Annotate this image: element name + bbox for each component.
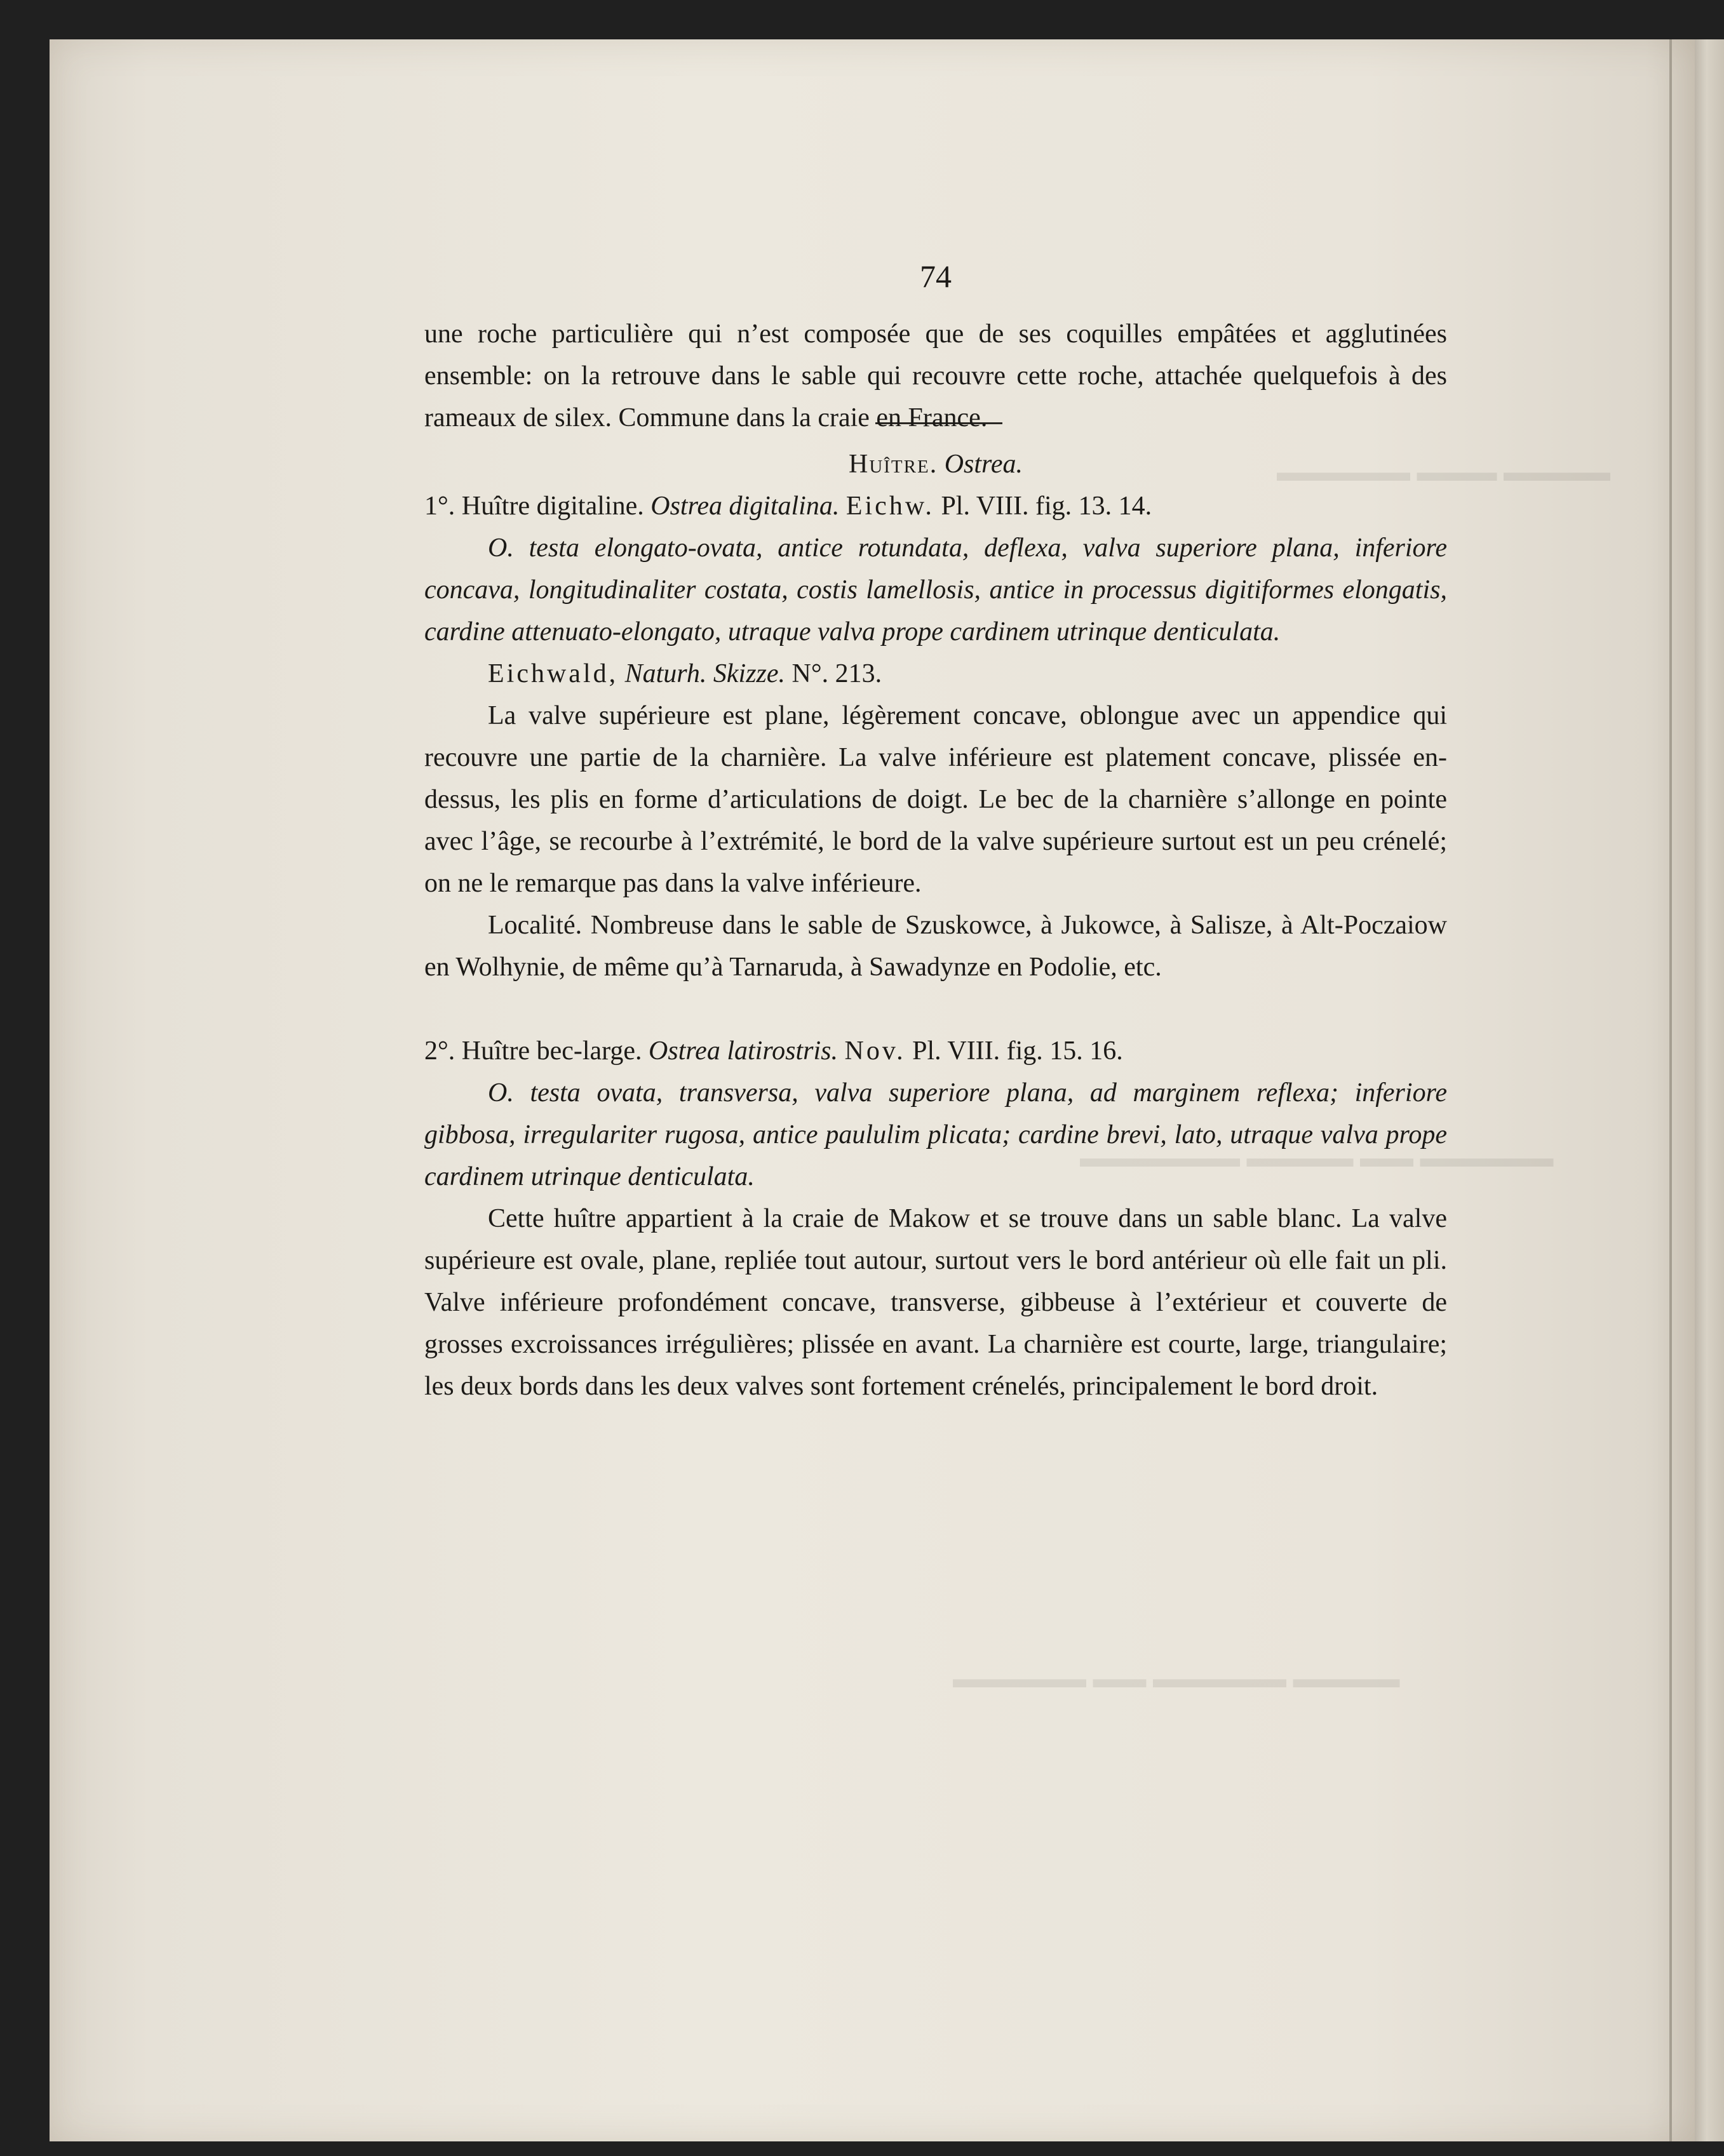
bleed-through-shadow: ▬▬▬▬ ▬▬▬▬▬ ▬▬ ▬▬▬▬▬ [953,1664,1400,1694]
entry-reference [424,653,1447,695]
entry-number: 1°. [424,492,455,521]
entry-author: Eichw. [845,492,934,521]
section-heading [424,443,1447,485]
entry-description: Cette huître appartient à la craie de Makow et se trouve dans un sable blanc. La valve supérieure est ovale, plane, repliée tout autour, surtout vers le bord antérieur où elle fait un pli. Valve inférieure profondément concave, transverse, gibbeuse à l’extérieur et couverte de grosses excroissances irrégulières; plissée en avant. La charnière est courte, large, triangulaire; les deux bords dans les deux valves sont fortement crénelés, principalement le bord droit. [424,1204,1447,1401]
entry-locality: Localité. Nombreuse dans le sable de Szuskowce, à Jukowce, à Salisze, à Alt-Poczaiow en Wolhynie, de même qu’à Tarnaruda, à Sawadynze en Podolie, etc. [424,911,1447,982]
bleed-through-shadow: ▬▬▬▬▬ ▬▬ ▬▬▬▬ ▬▬▬▬▬▬ [1080,1144,1554,1173]
reference-author: Eichwald, [488,659,619,688]
entry-plate: Pl. VIII. fig. 13. 14. [941,492,1152,521]
page-number: 74 [920,258,952,294]
page-gutter [1669,39,1672,2141]
entry-latin-name: Ostrea digitalina. [650,492,840,521]
next-page-edge [1695,39,1724,2141]
page-text [424,251,1447,1407]
entry-name: Huître bec-large. [461,1036,642,1066]
entry-plate: Pl. VIII. fig. 15. 16. [912,1036,1123,1066]
section-heading-french: Huître. [849,450,938,479]
entry-description: La valve supérieure est plane, légèrement concave, oblongue avec un appendice qui recouvre une partie de la charnière. La valve inférieure est platement concave, plissée en-dessus, les plis en forme d’articulations de doigt. Le bec de la charnière s’allonge en pointe avec l’âge, se recourbe à l’extrémité, le bord de la valve supérieure surtout est un peu crénelé; on ne le remarque pas dans la valve inférieure. [424,701,1447,898]
section-heading-latin: Ostrea. [944,450,1023,479]
entry-header [424,485,1447,527]
reference-work: Naturh. Skizze. [624,659,786,688]
entry-header [424,1030,1447,1072]
entry-author: Nov. [844,1036,906,1066]
entry-diagnosis: O. testa elongato-ovata, antice rotundata, deflexa, valva superiore plana, inferiore concava, longitudinaliter costata, costis lamellosis, antice in processus digitiformes elongatis, cardine attenuato-elongato, utraque valva prope cardinem utrinque denticulata. [424,533,1447,646]
entry-name: Huître digitaline. [461,492,644,521]
reference-number: N°. 213. [791,659,882,688]
entry-diagnosis: O. testa ovata, transversa, valva superiore plana, ad marginem reflexa; inferiore gibbosa, irregulariter rugosa, antice paululim plicata; cardine brevi, lato, utraque valva prope cardinem utrinque denticulata. [424,1078,1447,1191]
intro-paragraph: une roche particulière qui n’est composée que de ses coquilles empâtées et agglutinées ensemble: on la retrouve dans le sable qui recouvre cette roche, attachée quelquefois à des rameaux de silex. Commune dans la craie en France. [424,319,1447,432]
entry-number: 2°. [424,1036,455,1066]
bleed-through-shadow: ▬▬▬▬ ▬▬▬ ▬▬▬▬▬ [1277,458,1610,487]
entry-latin-name: Ostrea latirostris. [649,1036,838,1066]
entry-spacer [424,988,1447,1030]
